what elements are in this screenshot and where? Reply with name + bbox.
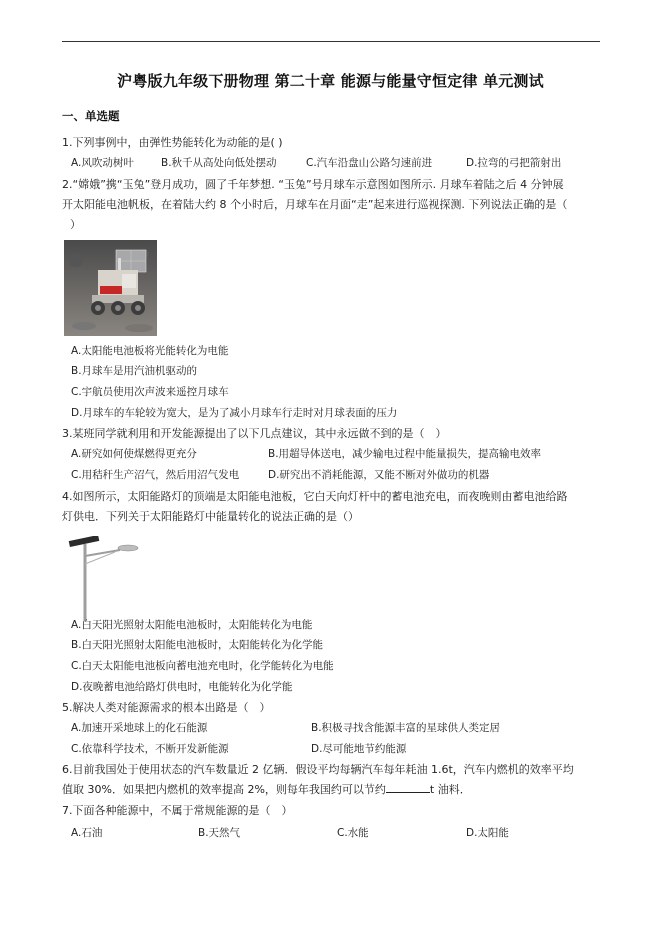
q4-option-d: D.夜晚蓄电池给路灯供电时，电能转化为化学能 <box>71 681 293 693</box>
q7-option-a: A.石油 <box>71 827 103 839</box>
q2-option-c: C.宇航员使用次声波来遥控月球车 <box>71 386 229 398</box>
q4-option-b: B.白天阳光照射太阳能电池板时，太阳能转化为化学能 <box>71 639 324 651</box>
q1-option-d: D.拉弯的弓把箭射出 <box>466 157 562 169</box>
question-6-line2 <box>62 783 471 797</box>
solar-street-lamp-image <box>65 536 165 621</box>
page-title: 沪粤版九年级下册物理 第二十章 能源与能量守恒定律 单元测试 <box>117 72 544 90</box>
question-4-line2: 灯供电．下列关于太阳能路灯中能量转化的说法正确的是（） <box>62 510 359 523</box>
q1-option-a: A.风吹动树叶 <box>71 157 134 169</box>
q4-option-a: A.白天阳光照射太阳能电池板时，太阳能转化为电能 <box>71 619 313 631</box>
question-6-line2-text: 值取 30%．如果把内燃机的效率提高 2%，则每年我国约可以节约 <box>62 783 386 796</box>
question-4-line1: 4.如图所示，太阳能路灯的顶端是太阳能电池板，它白天向灯杆中的蓄电池充电，而夜晚则由蓄电池给路 <box>62 490 568 503</box>
q3-option-b: B.用超导体送电，减少输电过程中能量损失，提高输电效率 <box>268 448 542 460</box>
q5-option-b: B.积极寻找含能源丰富的星球供人类定居 <box>311 722 501 734</box>
section-heading: 一、单选题 <box>62 109 120 123</box>
q3-option-c: C.用秸秆生产沼气，然后用沼气发电 <box>71 469 240 481</box>
q1-option-b: B.秋千从高处向低处摆动 <box>161 157 277 169</box>
q7-option-c: C.水能 <box>337 827 369 839</box>
q4-option-c: C.白天太阳能电池板向蓄电池充电时，化学能转化为电能 <box>71 660 334 672</box>
q5-option-d: D.尽可能地节约能源 <box>311 743 407 755</box>
question-2-line3: ） <box>70 218 81 231</box>
lunar-rover-image <box>64 240 157 336</box>
question-3-stem: 3.某班同学就利用和开发能源提出了以下几点建议，其中永远做不到的是（ ） <box>62 427 447 440</box>
q2-option-d: D.月球车的车轮较为宽大，是为了减小月球车行走时对月球表面的压力 <box>71 407 398 419</box>
question-2-line2: 开太阳能电池帆板，在着陆大约 8 个小时后，月球车在月面“走”起来进行巡视探测. 下列说法正确的是（ <box>62 198 568 211</box>
question-7-stem: 7.下面各种能源中，不属于常规能源的是（ ） <box>62 804 293 817</box>
q2-option-a: A.太阳能电池板将光能转化为电能 <box>71 345 229 357</box>
q2-option-b: B.月球车是用汽油机驱动的 <box>71 365 198 377</box>
q5-option-a: A.加速开采地球上的化石能源 <box>71 722 208 734</box>
q3-option-d: D.研究出不消耗能源，又能不断对外做功的机器 <box>268 469 490 481</box>
question-6-line1: 6.目前我国处于使用状态的汽车数量近 2 亿辆．假设平均每辆汽车每年耗油 1.6t，汽车内燃机的效率平均 <box>62 763 574 776</box>
q5-option-c: C.依靠科学技术，不断开发新能源 <box>71 743 229 755</box>
answer-blank <box>386 783 430 793</box>
q7-option-b: B.天然气 <box>198 827 241 839</box>
question-5-stem: 5.解决人类对能源需求的根本出路是（ ） <box>62 701 271 714</box>
header-rule <box>62 41 600 42</box>
q1-option-c: C.汽车沿盘山公路匀速前进 <box>306 157 433 169</box>
question-1-stem: 1.下列事例中，由弹性势能转化为动能的是( ) <box>62 136 283 149</box>
question-6-line2-unit: t 油料． <box>429 783 471 796</box>
q3-option-a: A.研究如何使煤燃得更充分 <box>71 448 197 460</box>
question-2-line1: 2.“嫦娥”携“玉兔”登月成功，圆了千年梦想. “玉兔”号月球车示意图如图所示. 月球车着陆之后 4 分钟展 <box>62 178 564 191</box>
q7-option-d: D.太阳能 <box>466 827 509 839</box>
